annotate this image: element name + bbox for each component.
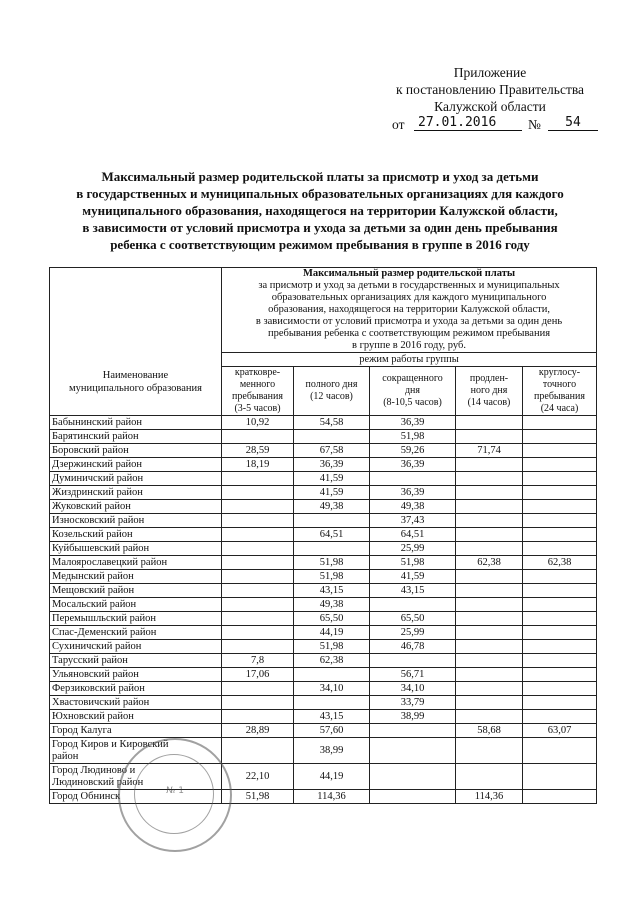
mode-header-line: (8-10,5 часов) — [383, 397, 442, 408]
table-row — [50, 472, 597, 486]
fee-value — [523, 654, 597, 668]
municipality-name-line: Медынский район — [52, 570, 134, 582]
appendix-block — [390, 64, 590, 115]
fee-value: 7,8 — [222, 654, 294, 668]
municipality-name — [50, 710, 222, 724]
fee-value — [370, 764, 456, 790]
table-row — [50, 626, 597, 640]
fee-value: 114,36 — [294, 790, 370, 804]
table-row — [50, 444, 597, 458]
appendix-subtitle: к постановлению Правительства — [395, 82, 585, 97]
fee-value — [523, 696, 597, 710]
main-header-line: образовательных организациях для каждого муниципального — [271, 292, 547, 303]
number-prefix: № — [528, 117, 541, 132]
mode-header-line: продлен- — [469, 373, 509, 384]
municipality-name-line: Юхновский район — [52, 710, 134, 722]
main-column-header — [222, 268, 597, 353]
mode-column-header — [523, 367, 597, 416]
fee-value — [294, 696, 370, 710]
title-line: Максимальный размер родительской платы за присмотр и уход за детьми — [101, 169, 539, 184]
fee-value — [370, 654, 456, 668]
municipality-name-line: Малоярославецкий район — [52, 556, 168, 568]
municipality-name-line: Мещовский район — [52, 584, 135, 596]
mode-header-line: менного — [239, 379, 276, 390]
municipality-name — [50, 612, 222, 626]
mode-column-header — [456, 367, 523, 416]
fee-value — [456, 640, 523, 654]
fee-value — [456, 612, 523, 626]
fee-value: 56,71 — [370, 668, 456, 682]
fee-value: 17,06 — [222, 668, 294, 682]
table-row — [50, 710, 597, 724]
mode-column-header — [294, 367, 370, 416]
mode-header-line: точного — [542, 379, 577, 390]
fee-value: 44,19 — [294, 626, 370, 640]
fee-value: 44,19 — [294, 764, 370, 790]
fee-value: 43,15 — [294, 584, 370, 598]
fee-value: 46,78 — [370, 640, 456, 654]
fee-value: 65,50 — [370, 612, 456, 626]
fees-table — [49, 267, 597, 804]
mode-header-line: сокращенного — [382, 373, 443, 384]
municipality-name-line: Спас-Деменский район — [52, 626, 157, 638]
fee-value — [456, 626, 523, 640]
fee-value — [456, 710, 523, 724]
fee-value: 51,98 — [370, 430, 456, 444]
main-header-line: Максимальный размер родительской платы — [302, 268, 516, 279]
fee-value — [456, 668, 523, 682]
municipality-name — [50, 598, 222, 612]
table-row — [50, 612, 597, 626]
fee-value — [456, 682, 523, 696]
mode-header-line: кратковре- — [234, 367, 281, 378]
appendix-region: Калужской области — [434, 99, 546, 114]
mode-header-line: (24 часа) — [540, 403, 579, 414]
mode-header-line: (12 часов) — [310, 391, 353, 402]
fee-value — [222, 514, 294, 528]
fee-value: 43,15 — [294, 710, 370, 724]
fee-value: 49,38 — [294, 598, 370, 612]
fee-value — [370, 598, 456, 612]
municipality-name — [50, 626, 222, 640]
municipality-name-line: Бабынинский район — [52, 416, 142, 428]
mode-header-line: (3-5 часов) — [234, 403, 281, 414]
municipality-name — [50, 696, 222, 710]
table-row — [50, 724, 597, 738]
name-column-header — [50, 268, 222, 416]
municipality-name-line: Город Людиново и — [52, 764, 136, 776]
table-row — [50, 598, 597, 612]
municipality-name — [50, 542, 222, 556]
fee-value — [456, 542, 523, 556]
fee-value — [523, 486, 597, 500]
fee-value: 51,98 — [370, 556, 456, 570]
fee-value — [456, 500, 523, 514]
fee-value: 34,10 — [370, 682, 456, 696]
fee-value — [370, 472, 456, 486]
fee-value — [456, 430, 523, 444]
mode-header-line: круглосу- — [538, 367, 581, 378]
table-row — [50, 500, 597, 514]
table-row — [50, 696, 597, 710]
fee-value — [523, 626, 597, 640]
fee-value: 28,89 — [222, 724, 294, 738]
table-row — [50, 542, 597, 556]
fee-value: 41,59 — [370, 570, 456, 584]
municipality-name-line: Дзержинский район — [52, 458, 142, 470]
official-seal — [118, 738, 232, 852]
table-row — [50, 430, 597, 444]
fee-value — [222, 640, 294, 654]
mode-header: режим работы группы — [222, 353, 597, 367]
municipality-name — [50, 486, 222, 500]
fee-value — [523, 472, 597, 486]
fee-value — [523, 764, 597, 790]
fee-value: 57,60 — [294, 724, 370, 738]
fee-value — [523, 584, 597, 598]
fee-value: 114,36 — [456, 790, 523, 804]
fee-value — [523, 542, 597, 556]
fee-value — [294, 430, 370, 444]
fee-value: 22,10 — [222, 764, 294, 790]
fee-value — [523, 444, 597, 458]
table-row — [50, 514, 597, 528]
fee-value — [222, 738, 294, 764]
table-row — [50, 570, 597, 584]
fee-value — [370, 790, 456, 804]
fee-value — [294, 542, 370, 556]
fee-value — [523, 612, 597, 626]
fee-value: 37,43 — [370, 514, 456, 528]
fee-value — [222, 542, 294, 556]
municipality-name-line: Ульяновский район — [52, 668, 139, 680]
fee-value — [456, 458, 523, 472]
main-header-line: в группе в 2016 году, руб. — [352, 340, 466, 351]
main-header-line: за присмотр и уход за детьми в государственных и муниципальных — [258, 280, 560, 291]
municipality-name-line: Барятинский район — [52, 430, 139, 442]
title-line: в государственных и муниципальных образовательных организациях для каждого — [76, 186, 564, 201]
fee-value — [222, 598, 294, 612]
table-row — [50, 528, 597, 542]
municipality-name-line: Город Обнинск — [52, 790, 121, 802]
municipality-name — [50, 556, 222, 570]
fee-value: 38,99 — [370, 710, 456, 724]
title-line: в зависимости от условий присмотра и ухода за детьми за один день пребывания — [82, 220, 558, 235]
fee-value — [456, 486, 523, 500]
municipality-name-line: Город Калуга — [52, 724, 112, 736]
fee-value — [523, 668, 597, 682]
fee-value — [222, 626, 294, 640]
municipality-name-line: Ферзиковский район — [52, 682, 145, 694]
mode-header-line: дня — [404, 385, 421, 396]
title-line: муниципального образования, находящегося на территории Калужской области, — [82, 203, 558, 218]
municipality-name — [50, 500, 222, 514]
fee-value: 33,79 — [370, 696, 456, 710]
fee-value: 59,26 — [370, 444, 456, 458]
fee-value — [456, 696, 523, 710]
fee-value: 62,38 — [523, 556, 597, 570]
municipality-name-line: Думиничский район — [52, 472, 144, 484]
document-title — [60, 168, 580, 253]
fee-value — [456, 738, 523, 764]
fee-value: 34,10 — [294, 682, 370, 696]
mode-header-line: пребывания — [534, 391, 585, 402]
fee-value: 51,98 — [294, 570, 370, 584]
fee-value — [456, 528, 523, 542]
mode-header-line: пребывания — [232, 391, 283, 402]
appendix-title: Приложение — [453, 65, 527, 80]
mode-header-line: (14 часов) — [467, 397, 511, 408]
fee-value — [456, 598, 523, 612]
fee-value: 62,38 — [294, 654, 370, 668]
fee-value — [456, 584, 523, 598]
fee-value — [523, 416, 597, 430]
table-row — [50, 416, 597, 430]
fee-value — [523, 790, 597, 804]
title-line: ребенка с соответствующим режимом пребывания в группе в 2016 году — [110, 237, 530, 252]
municipality-name-line: Сухиничский район — [52, 640, 142, 652]
fee-value — [456, 570, 523, 584]
municipality-name-line: Боровский район — [52, 444, 129, 456]
municipality-name — [50, 444, 222, 458]
fee-value — [222, 528, 294, 542]
municipality-name-line: Износковский район — [52, 514, 145, 526]
fee-value: 36,39 — [370, 486, 456, 500]
main-header-line: в зависимости от условий присмотра и ухода за детьми за один день — [255, 316, 563, 327]
fee-value — [456, 764, 523, 790]
fee-value — [523, 528, 597, 542]
municipality-name — [50, 472, 222, 486]
municipality-name — [50, 584, 222, 598]
mode-header-line: полного дня — [305, 379, 358, 390]
fees-table-body — [50, 416, 597, 804]
fee-value: 64,51 — [294, 528, 370, 542]
fee-value — [222, 500, 294, 514]
fee-value: 18,19 — [222, 458, 294, 472]
name-header-line: муниципального образования — [69, 383, 202, 394]
municipality-name — [50, 430, 222, 444]
table-row — [50, 682, 597, 696]
fee-value: 62,38 — [456, 556, 523, 570]
fee-value: 49,38 — [294, 500, 370, 514]
fee-value: 43,15 — [370, 584, 456, 598]
seal-text: № 1 — [166, 786, 184, 796]
fee-value: 58,68 — [456, 724, 523, 738]
fee-value: 41,59 — [294, 486, 370, 500]
municipality-name-line: Козельский район — [52, 528, 133, 540]
fee-value — [456, 654, 523, 668]
table-row — [50, 584, 597, 598]
municipality-name — [50, 458, 222, 472]
fee-value — [523, 500, 597, 514]
fee-value — [222, 682, 294, 696]
fee-value — [456, 472, 523, 486]
fee-value — [523, 738, 597, 764]
name-header-line: Наименование — [102, 370, 169, 381]
municipality-name-line: район — [52, 750, 79, 762]
fee-value — [370, 738, 456, 764]
fee-value — [370, 724, 456, 738]
fee-value — [222, 430, 294, 444]
fee-value: 10,92 — [222, 416, 294, 430]
order-reference — [392, 115, 598, 133]
municipality-name-line: Город Киров и Кировский — [52, 738, 169, 750]
fee-value — [222, 612, 294, 626]
mode-column-header — [370, 367, 456, 416]
fee-value — [523, 430, 597, 444]
fee-value — [222, 570, 294, 584]
table-row — [50, 668, 597, 682]
table-row — [50, 654, 597, 668]
fee-value — [523, 710, 597, 724]
fee-value — [523, 514, 597, 528]
fee-value: 54,58 — [294, 416, 370, 430]
municipality-name — [50, 570, 222, 584]
fee-value — [523, 598, 597, 612]
fee-value: 63,07 — [523, 724, 597, 738]
fee-value: 51,98 — [294, 556, 370, 570]
municipality-name-line: Хвастовичский район — [52, 696, 150, 708]
municipality-name-line: Перемышльский район — [52, 612, 156, 624]
fee-value: 71,74 — [456, 444, 523, 458]
fee-value: 38,99 — [294, 738, 370, 764]
fee-value: 64,51 — [370, 528, 456, 542]
main-header-line: пребывания ребенка с соответствующим режимом пребывания — [268, 328, 551, 339]
table-row — [50, 640, 597, 654]
fee-value — [523, 640, 597, 654]
municipality-name — [50, 724, 222, 738]
municipality-name-line: Мосальский район — [52, 598, 137, 610]
municipality-name — [50, 416, 222, 430]
fee-value: 49,38 — [370, 500, 456, 514]
table-row — [50, 556, 597, 570]
fee-value: 65,50 — [294, 612, 370, 626]
fee-value: 36,39 — [370, 458, 456, 472]
fee-value: 36,39 — [294, 458, 370, 472]
fee-value — [222, 584, 294, 598]
fee-value — [523, 458, 597, 472]
fee-value: 36,39 — [370, 416, 456, 430]
municipality-name-line: Тарусский район — [52, 654, 128, 666]
municipality-name — [50, 528, 222, 542]
fee-value — [294, 514, 370, 528]
municipality-name-line: Жуковский район — [52, 500, 131, 512]
fee-value: 25,99 — [370, 542, 456, 556]
fee-value — [456, 416, 523, 430]
table-row — [50, 458, 597, 472]
fee-value: 41,59 — [294, 472, 370, 486]
fee-value — [456, 514, 523, 528]
fee-value — [222, 556, 294, 570]
order-date: 27.01.2016 — [414, 115, 522, 131]
fee-value — [523, 682, 597, 696]
main-header-line: образования, находящегося на территории Калужской области, — [268, 304, 550, 315]
municipality-name — [50, 682, 222, 696]
fee-value: 28,59 — [222, 444, 294, 458]
fee-value: 51,98 — [222, 790, 294, 804]
fee-value: 67,58 — [294, 444, 370, 458]
fee-value — [222, 472, 294, 486]
fee-value — [523, 570, 597, 584]
order-number: 54 — [548, 115, 598, 131]
date-prefix: от — [392, 117, 405, 132]
fee-value: 51,98 — [294, 640, 370, 654]
municipality-name-line: Куйбышевский район — [52, 542, 150, 554]
fee-value — [222, 710, 294, 724]
municipality-name — [50, 640, 222, 654]
mode-header-line: ного дня — [470, 385, 508, 396]
fee-value — [222, 696, 294, 710]
table-row — [50, 486, 597, 500]
municipality-name — [50, 654, 222, 668]
municipality-name — [50, 514, 222, 528]
mode-column-header — [222, 367, 294, 416]
fee-value: 25,99 — [370, 626, 456, 640]
municipality-name-line: Людиновский район — [52, 776, 144, 788]
municipality-name-line: Жиздринский район — [52, 486, 143, 498]
fee-value — [222, 486, 294, 500]
municipality-name — [50, 668, 222, 682]
fee-value — [294, 668, 370, 682]
